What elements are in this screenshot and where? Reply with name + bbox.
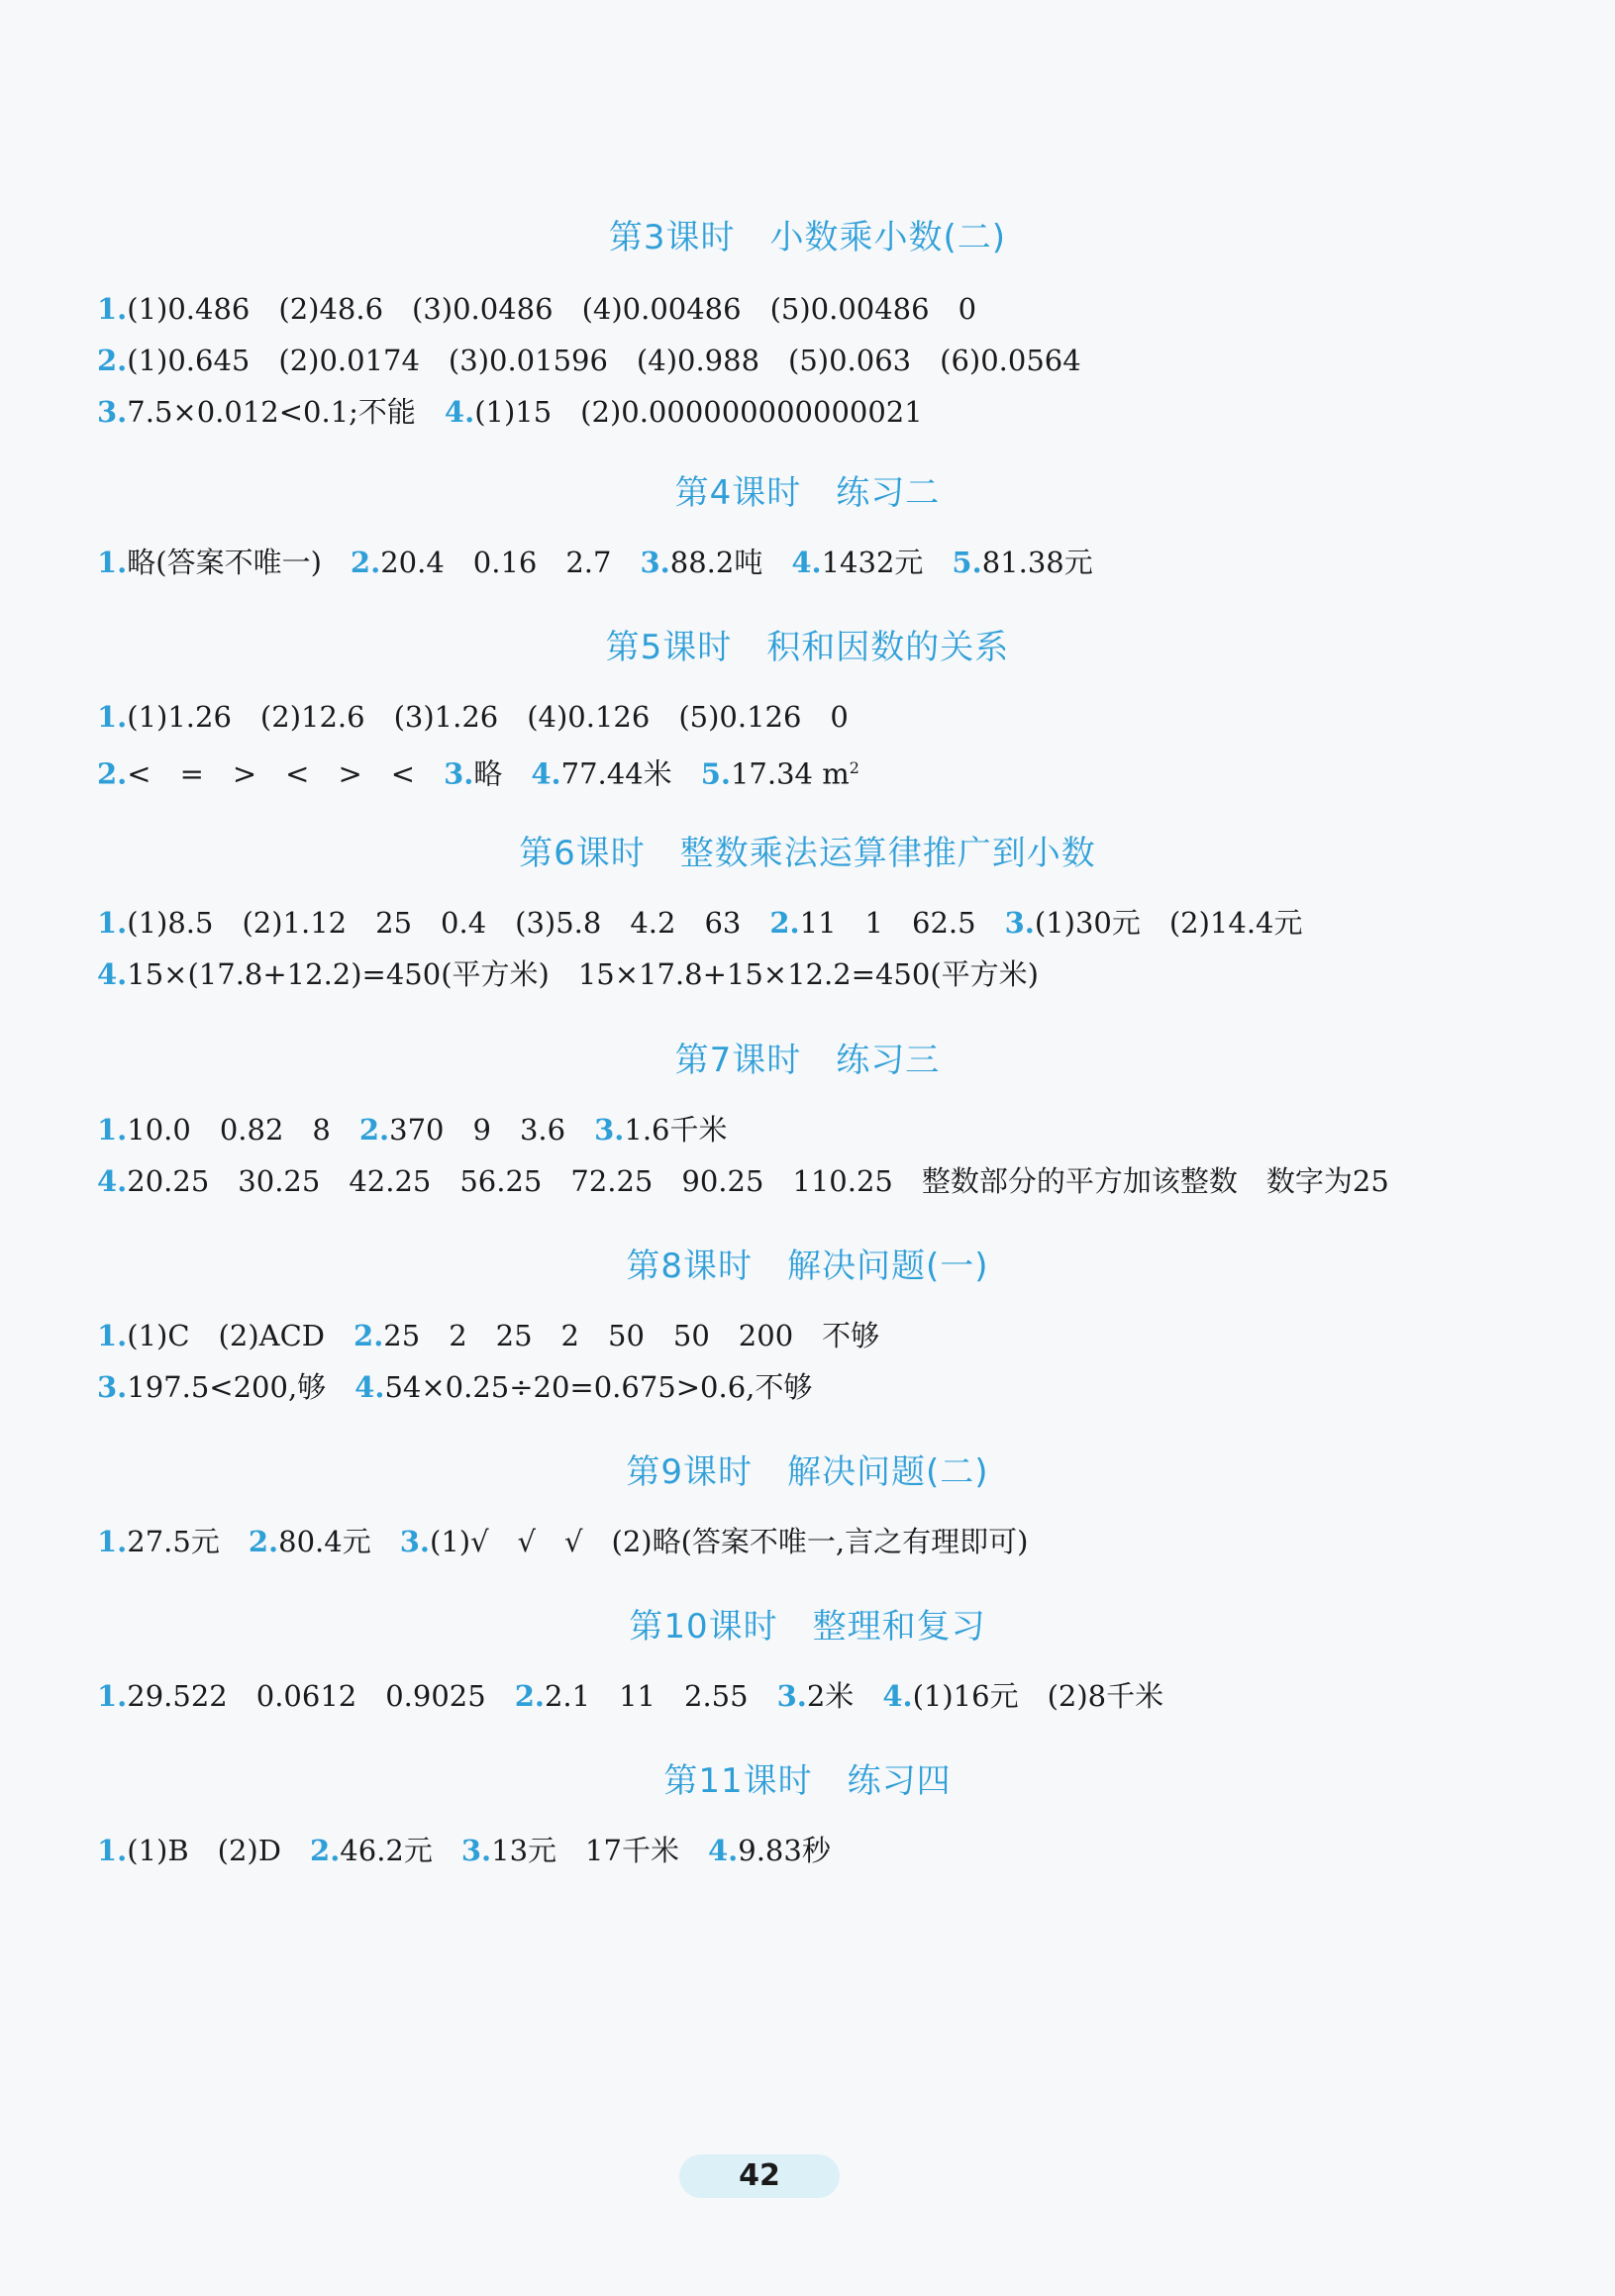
answer-line bbox=[97, 341, 1523, 380]
item-number: 2. bbox=[514, 1679, 545, 1713]
item-text: 20.4 0.16 2.7 bbox=[380, 546, 641, 579]
item-number: 3. bbox=[460, 1834, 492, 1867]
item-text: (1)B (2)D bbox=[127, 1834, 311, 1867]
item-text: 54×0.25÷20=0.675>0.6,不够 bbox=[384, 1370, 813, 1404]
item-text: 13元 17千米 bbox=[491, 1834, 708, 1867]
answer-line bbox=[97, 1522, 1523, 1561]
item-text: 7.5×0.012<0.1;不能 bbox=[127, 395, 445, 429]
item-text: 77.44米 bbox=[560, 756, 701, 791]
answer-line bbox=[97, 1367, 1523, 1407]
item-text: (1)C (2)ACD bbox=[127, 1319, 354, 1352]
item-text: 略 bbox=[473, 756, 532, 791]
item-number: 1. bbox=[97, 546, 128, 579]
item-number: 1. bbox=[97, 1834, 128, 1867]
item-number: 4. bbox=[444, 395, 475, 429]
answer-line bbox=[97, 903, 1523, 943]
item-number: 2. bbox=[97, 756, 128, 791]
item-number: 4. bbox=[531, 756, 561, 791]
item-number: 4. bbox=[791, 546, 822, 579]
item-text: 46.2元 bbox=[340, 1834, 461, 1867]
item-text: 11 1 62.5 bbox=[799, 906, 1005, 940]
item-number: 1. bbox=[97, 292, 128, 326]
section-title: 第8课时 解决问题(一) bbox=[626, 1247, 989, 1286]
item-text: 25 2 25 2 50 50 200 不够 bbox=[383, 1319, 880, 1352]
answer-line bbox=[97, 392, 1523, 432]
item-number: 2. bbox=[353, 1319, 384, 1352]
item-text: < = > < > < bbox=[127, 756, 445, 791]
item-number: 2. bbox=[97, 344, 128, 377]
item-text: (1)0.486 (2)48.6 (3)0.0486 (4)0.00486 (5)0.00486 0 bbox=[127, 292, 977, 326]
item-number: 2. bbox=[350, 546, 381, 579]
item-number: 1. bbox=[97, 1319, 128, 1352]
answer-line bbox=[97, 749, 1523, 794]
item-text: 15×(17.8+12.2)=450(平方米) 15×17.8+15×12.2=450(平方米) bbox=[127, 957, 1039, 991]
item-text: (1)16元 (2)8千米 bbox=[912, 1679, 1164, 1713]
item-number: 5. bbox=[700, 756, 731, 791]
item-number: 3. bbox=[776, 1679, 807, 1713]
item-number: 4. bbox=[97, 957, 128, 991]
item-number: 1. bbox=[97, 1679, 128, 1713]
superscript: 2 bbox=[849, 758, 859, 777]
section-title: 第5课时 积和因数的关系 bbox=[605, 628, 1010, 667]
item-text: (1)0.645 (2)0.0174 (3)0.01596 (4)0.988 (5)0.063 (6)0.0564 bbox=[127, 344, 1081, 377]
item-text: 81.38元 bbox=[981, 546, 1093, 579]
item-text: 88.2吨 bbox=[669, 546, 792, 579]
page-number: 42 bbox=[739, 2158, 780, 2193]
item-text: 1432元 bbox=[821, 546, 953, 579]
item-text: 370 9 3.6 bbox=[389, 1113, 595, 1147]
item-number: 3. bbox=[444, 756, 474, 791]
item-number: 3. bbox=[640, 546, 670, 579]
item-number: 4. bbox=[882, 1679, 913, 1713]
item-number: 1. bbox=[97, 700, 128, 734]
item-text: (1)8.5 (2)1.12 25 0.4 (3)5.8 4.2 63 bbox=[127, 906, 770, 940]
item-text: 17.34 m bbox=[730, 756, 850, 791]
item-number: 4. bbox=[97, 1164, 128, 1198]
section-title: 第6课时 整数乘法运算律推广到小数 bbox=[519, 834, 1096, 873]
item-text: 1.6千米 bbox=[624, 1113, 728, 1147]
item-number: 3. bbox=[97, 1370, 128, 1404]
item-number: 3. bbox=[1004, 906, 1035, 940]
item-text: 29.522 0.0612 0.9025 bbox=[127, 1679, 515, 1713]
section-title: 第9课时 解决问题(二) bbox=[626, 1452, 989, 1492]
answer-line bbox=[97, 1676, 1523, 1716]
item-text: 10.0 0.82 8 bbox=[127, 1113, 359, 1147]
item-number: 5. bbox=[952, 546, 982, 579]
item-text: 9.83秒 bbox=[738, 1834, 831, 1867]
item-number: 3. bbox=[594, 1113, 625, 1147]
item-number: 4. bbox=[354, 1370, 385, 1404]
item-text: 80.4元 bbox=[278, 1525, 400, 1558]
section-title: 第7课时 练习三 bbox=[674, 1041, 941, 1080]
item-text: (1)15 (2)0.000000000000021 bbox=[474, 395, 923, 429]
item-number: 4. bbox=[707, 1834, 739, 1867]
answer-line bbox=[97, 1831, 1523, 1870]
item-text: 197.5<200,够 bbox=[127, 1370, 355, 1404]
answer-line bbox=[97, 289, 1523, 329]
item-text: (1)30元 (2)14.4元 bbox=[1034, 906, 1303, 940]
answer-line bbox=[97, 954, 1523, 994]
answer-line bbox=[97, 1110, 1523, 1149]
section-title: 第3课时 小数乘小数(二) bbox=[608, 218, 1007, 257]
item-text: (1)√ √ √ (2)略(答案不唯一,言之有理即可) bbox=[430, 1525, 1029, 1558]
section-title: 第11课时 练习四 bbox=[663, 1761, 952, 1801]
item-number: 1. bbox=[97, 1113, 128, 1147]
item-text: 27.5元 bbox=[127, 1525, 249, 1558]
item-text: (1)1.26 (2)12.6 (3)1.26 (4)0.126 (5)0.126 0 bbox=[127, 700, 849, 734]
item-number: 1. bbox=[97, 1525, 128, 1558]
item-number: 1. bbox=[97, 906, 128, 940]
answer-line bbox=[97, 543, 1523, 582]
section-title: 第10课时 整理和复习 bbox=[629, 1607, 986, 1647]
item-number: 3. bbox=[97, 395, 128, 429]
answer-line bbox=[97, 697, 1523, 737]
section-title: 第4课时 练习二 bbox=[674, 473, 941, 513]
item-text: 2米 bbox=[806, 1679, 883, 1713]
item-text: 略(答案不唯一) bbox=[127, 546, 351, 579]
page-number-badge bbox=[679, 2154, 840, 2198]
answer-line bbox=[97, 1316, 1523, 1355]
item-number: 2. bbox=[769, 906, 800, 940]
item-text: 2.1 11 2.55 bbox=[544, 1679, 777, 1713]
item-number: 2. bbox=[310, 1834, 341, 1867]
answer-line bbox=[97, 1161, 1523, 1201]
item-number: 2. bbox=[248, 1525, 279, 1558]
item-number: 3. bbox=[399, 1525, 430, 1558]
item-text: 20.25 30.25 42.25 56.25 72.25 90.25 110.25 整数部分的平方加该整数 数字为25 bbox=[127, 1164, 1389, 1198]
item-number: 2. bbox=[358, 1113, 390, 1147]
